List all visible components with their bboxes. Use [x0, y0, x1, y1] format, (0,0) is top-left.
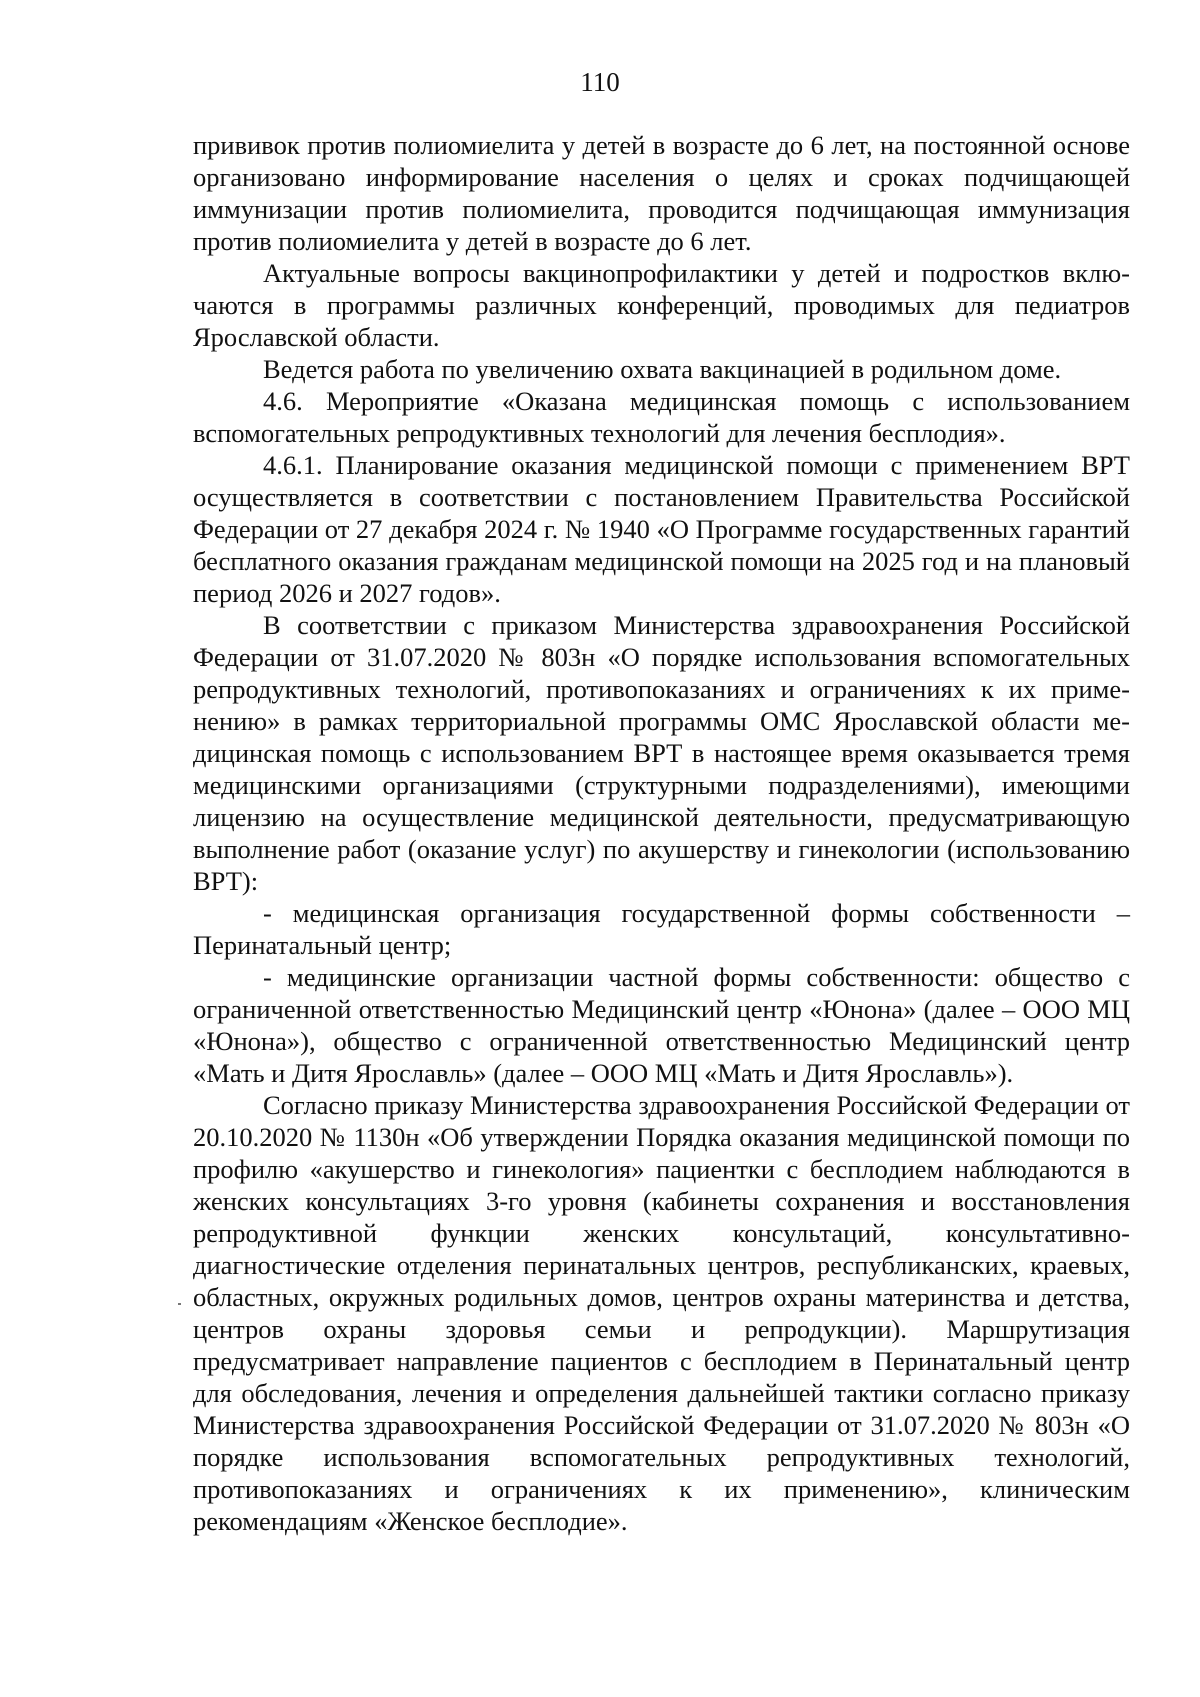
paragraph-polio-immunization: прививок против полиомиелита у детей в возрасте до 6 лет, на постоянной основе организовано информирование населения о целях и сроках подчищающей иммунизации против полиомиелита, проводится подчищающая иммунизация против полиомиелита у детей в возрасте до 6 лет.: [193, 130, 1130, 256]
paragraph-order-803n: В соответствии с приказом Министерства здравоохранения Российской Федерации от 31.07.2020 № 803н «О порядке использования вспомогательных репродуктивных технологий, противопоказаниях и ограничениях к их применению» в рамках территориальной программы ОМС Ярославской области медицинская помощь с использованием ВРТ в настоящее время оказывается тремя медицинскими организациями (структурными подразделениями), имеющими лицензию на осуществление медицинской деятельности, предусматривающую выполнение работ (оказание услуг) по акушерству и гинекологии (использованию ВРТ):: [193, 610, 1130, 896]
list-item-perinatal-center: - медицинская организация государственной формы собственности – Перинатальный центр;: [193, 898, 1130, 960]
page-number: 110: [580, 67, 620, 97]
paragraph-section-4-6-heading: 4.6. Мероприятие «Оказана медицинская помощь с использованием вспомогательных репродуктивных технологий для лечения бесплодия».: [193, 386, 1130, 448]
list-item-private-clinics: - медицинские организации частной формы собственности: общество с ограниченной ответственностью Медицинский центр «Юнона» (далее – ООО МЦ «Юнона»), общество с ограниченной ответственностью Медицинский центр «Мать и Дитя Ярославль» (далее – ООО МЦ «Мать и Дитя Ярославль»).: [193, 962, 1130, 1088]
paragraph-vaccination-conferences: Актуальные вопросы вакцинопрофилактики у детей и подростков включаются в программы различных конференций, проводимых для педиатров Ярославской области.: [193, 258, 1130, 352]
paragraph-order-1130n: Согласно приказу Министерства здравоохранения Российской Федерации от 20.10.2020 № 1130н «Об утверждении Порядка оказания медицинской помощи по профилю «акушерство и гинекология» пациентки с бесплодием наблюдаются в женских консультациях 3-го уровня (кабинеты сохранения и восстановления репродуктивной функции женских консультаций, консультативно-диагностические отделения перинатальных центров, республиканских, краевых, областных, окружных родильных домов, центров охраны материнства и детства, центров охраны здоровья семьи и репродукции). Маршрутизация предусматривает направление пациентов с бесплодием в Перинатальный центр для обследования, лечения и определения дальнейшей тактики согласно приказу Министерства здравоохранения Российской Федерации от 31.07.2020 № 803н «О порядке использования вспомогательных репродуктивных технологий, противопоказаниях и ограничениях к их применению», клиническим рекомендациям «Женское бесплодие».: [193, 1090, 1130, 1536]
paragraph-maternity-vaccination: Ведется работа по увеличению охвата вакцинацией в родильном доме.: [263, 354, 1062, 384]
paragraph-section-4-6-1: 4.6.1. Планирование оказания медицинской помощи с применением ВРТ осуществляется в соответствии с постановлением Правительства Российской Федерации от 27 декабря 2024 г. № 1940 «О Программе государственных гарантий бесплатного оказания гражданам медицинской помощи на 2025 год и на плановый период 2026 и 2027 годов».: [193, 450, 1130, 608]
document-body: [193, 129, 1130, 1537]
scan-artifact-mark: [178, 1303, 181, 1305]
